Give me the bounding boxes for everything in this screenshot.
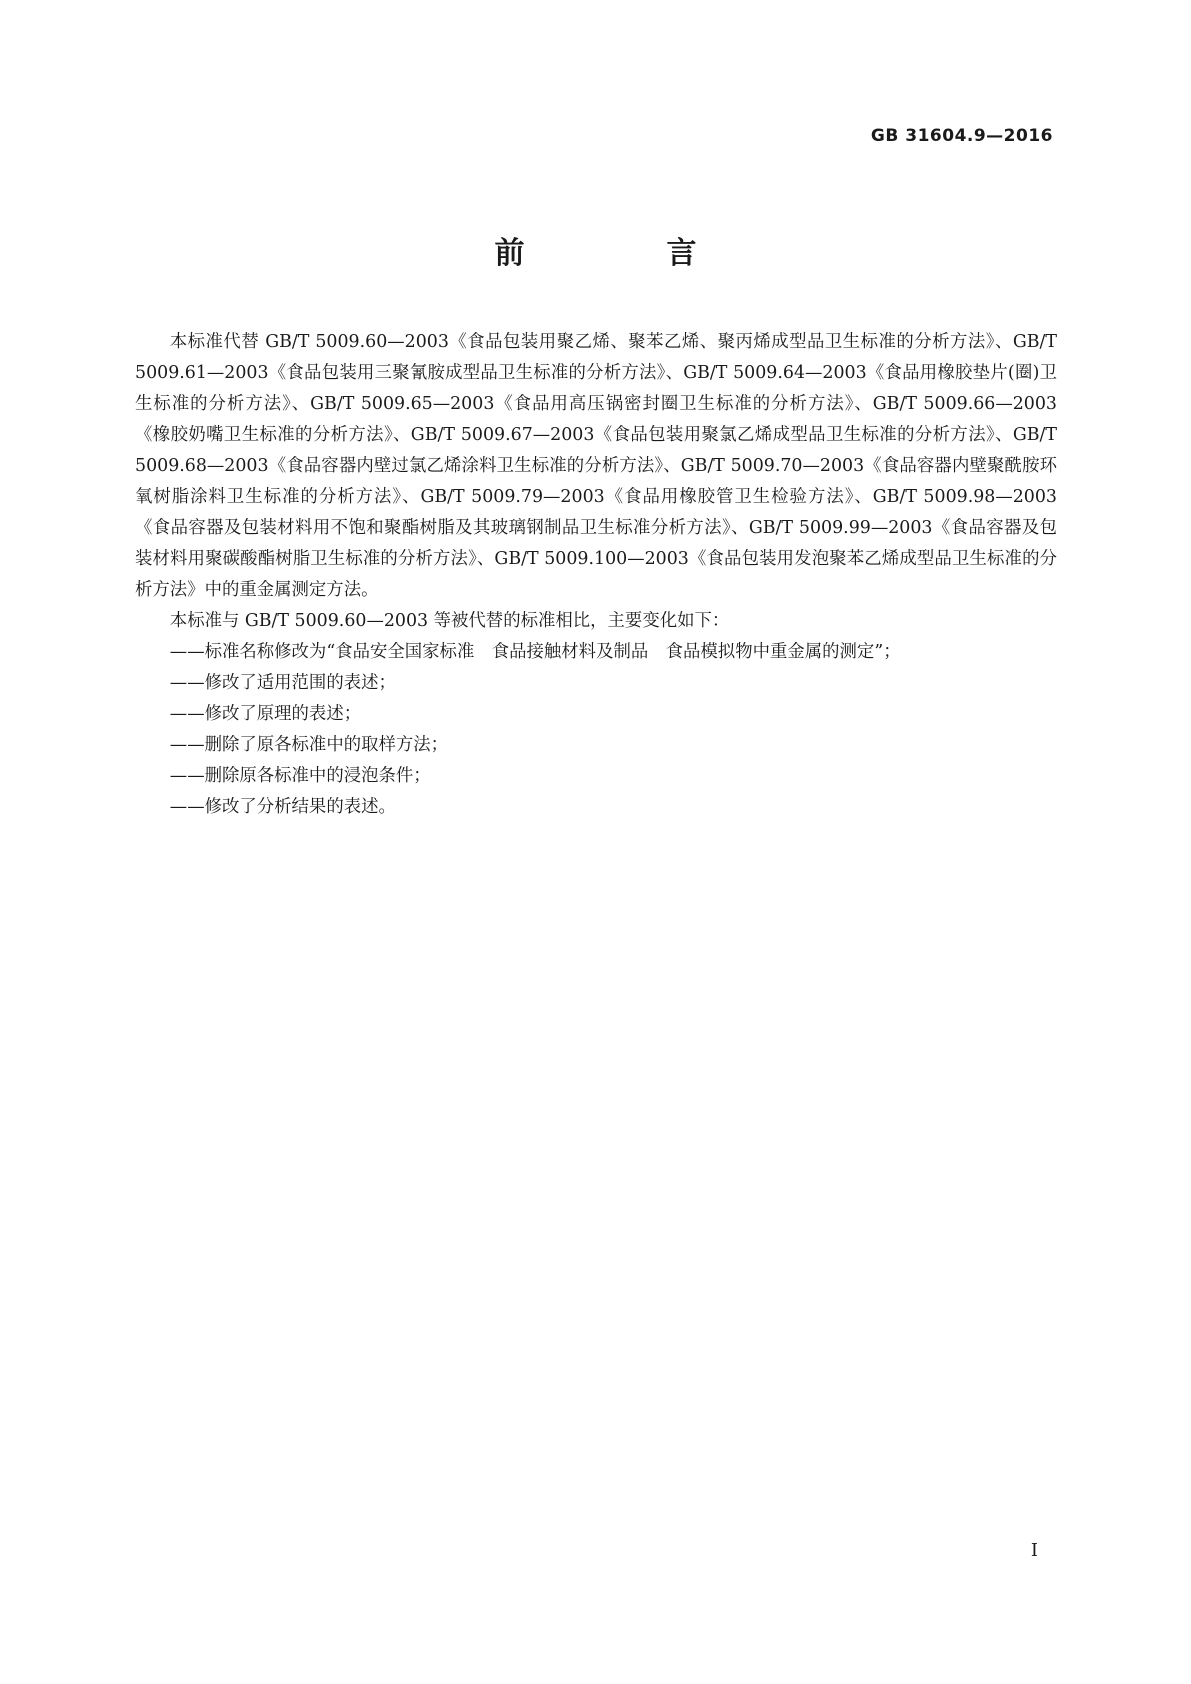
- list-item: ——删除了原各标准中的取样方法；: [169, 735, 449, 755]
- page-title: 前 言: [494, 236, 753, 271]
- changes-list: [135, 637, 1057, 823]
- list-item: ——修改了分析结果的表述。: [169, 797, 396, 817]
- list-item: ——修改了原理的表述；: [169, 704, 362, 724]
- list-item: ——修改了适用范围的表述；: [169, 673, 396, 693]
- list-item: ——标准名称修改为“食品安全国家标准 食品接触材料及制品 食品模拟物中重金属的测定”；: [169, 642, 901, 662]
- document-body: [135, 327, 1057, 823]
- standard-number: GB 31604.9—2016: [870, 126, 1053, 146]
- list-item: ——删除原各标准中的浸泡条件；: [169, 766, 431, 786]
- paragraph-replacement: 本标准代替 GB/T 5009.60—2003《食品包装用聚乙烯、聚苯乙烯、聚丙烯成型品卫生标准的分析方法》、GB/T 5009.61—2003《食品包装用三聚氰胺成型品卫生标准的分析方法》、GB/T 5009.64—2003《食品用橡胶垫片(圈)卫生标准的分析方法》、GB/T 5009.65—2003《食品用高压锅密封圈卫生标准的分析方法》、GB/T 5009.66—2003《橡胶奶嘴卫生标准的分析方法》、GB/T 5009.67—2003《食品包装用聚氯乙烯成型品卫生标准的分析方法》、GB/T 5009.68—2003《食品容器内壁过氯乙烯涂料卫生标准的分析方法》、GB/T 5009.70—2003《食品容器内壁聚酰胺环氧树脂涂料卫生标准的分析方法》、GB/T 5009.79—2003《食品用橡胶管卫生检验方法》、GB/T 5009.98—2003《食品容器及包装材料用不饱和聚酯树脂及其玻璃钢制品卫生标准分析方法》、GB/T 5009.99—2003《食品容器及包装材料用聚碳酸酯树脂卫生标准的分析方法》、GB/T 5009.100—2003《食品包装用发泡聚苯乙烯成型品卫生标准的分析方法》中的重金属测定方法。: [135, 332, 1057, 600]
- page-number: I: [1030, 1540, 1038, 1561]
- paragraph-changes-intro: 本标准与 GB/T 5009.60—2003 等被代替的标准相比，主要变化如下：: [169, 611, 730, 631]
